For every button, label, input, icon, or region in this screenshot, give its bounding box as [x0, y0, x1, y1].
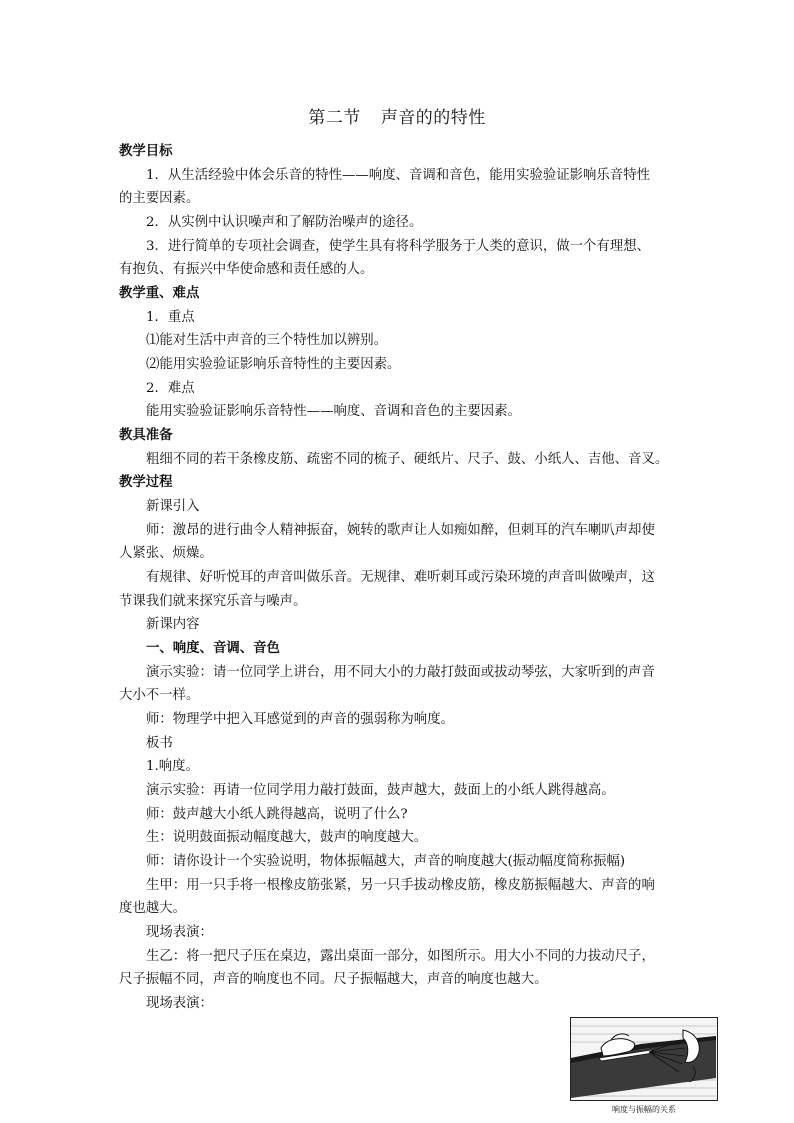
- paragraph-line: 师：物理学中把入耳感觉到的声音的强弱称为响度。: [146, 712, 454, 727]
- paragraph-line: 能用实验验证影响乐音特性——响度、音调和音色的主要因素。: [146, 404, 521, 419]
- paragraph-line: 的主要因素。: [119, 191, 200, 206]
- heading-materials: 教具准备: [119, 428, 173, 443]
- paragraph-line: 1.响度。: [146, 759, 199, 774]
- paragraph-line: 板书: [146, 736, 173, 751]
- paragraph-line: 新课内容: [146, 617, 200, 632]
- paragraph-line: 节课我们就来探究乐音与噪声。: [119, 594, 307, 609]
- paragraph-line: 人紧张、烦燥。: [119, 546, 213, 561]
- heading-key-points: 教学重、难点: [119, 286, 200, 301]
- paragraph-line: 尺子振幅不同，声音的响度也不同。尺子振幅越大，声音的响度也越大。: [119, 972, 548, 987]
- paragraph-line: 度也越大。: [119, 901, 186, 916]
- paragraph-line: ⑴能对生活中声音的三个特性加以辨别。: [146, 333, 388, 348]
- section-number: 第二节: [308, 108, 361, 128]
- paragraph-line: 生乙：将一把尺子压在桌边，露出桌面一部分，如图所示。用大小不同的力拔动尺子，: [146, 949, 655, 964]
- subheading-loudness-pitch-timbre: 一、响度、音调、音色: [146, 641, 280, 656]
- heading-process: 教学过程: [119, 475, 173, 490]
- paragraph-line: 演示实验：请一位同学上讲台，用不同大小的力敲打鼓面或拔动琴弦，大家听到的声音: [146, 665, 655, 680]
- ruler-vibration-illustration: [570, 1017, 718, 1101]
- ruler-on-table-drawing: [571, 1018, 716, 1099]
- heading-objectives: 教学目标: [119, 144, 173, 159]
- paragraph-line: 1．从生活经验中体会乐音的特性——响度、音调和音色，能用实验验证影响乐音特性: [146, 168, 650, 183]
- section-name: 声音的的特性: [380, 108, 486, 128]
- paragraph-line: 1．重点: [146, 310, 195, 325]
- paragraph-line: 演示实验：再请一位同学用力敲打鼓面，鼓声越大，鼓面上的小纸人跳得越高。: [146, 783, 615, 798]
- paragraph-line: 师：请你设计一个实验说明，物体振幅越大，声音的响度越大(振动幅度简称振幅): [146, 854, 626, 869]
- figure-caption: 响度与振幅的关系: [612, 1105, 676, 1114]
- paragraph-line: 生甲：用一只手将一根橡皮筋张紧，另一只手拔动橡皮筋，橡皮筋振幅越大、声音的响: [146, 878, 655, 893]
- paragraph-line: 粗细不同的若干条橡皮筋、疏密不同的梳子、硬纸片、尺子、鼓、小纸人、吉他、音叉。: [146, 452, 669, 467]
- paragraph-line: 师：鼓声越大小纸人跳得越高，说明了什么?: [146, 807, 408, 822]
- paragraph-line: 3．进行简单的专项社会调查，使学生具有将科学服务于人类的意识，做一个有理想、: [146, 239, 650, 254]
- paragraph-line: 大小不一样。: [119, 688, 200, 703]
- paragraph-line: 2．从实例中认识噪声和了解防治噪声的途径。: [146, 215, 423, 230]
- paragraph-line: 2．难点: [146, 381, 195, 396]
- paragraph-line: 有抱负、有振兴中华使命感和责任感的人。: [119, 262, 374, 277]
- paragraph-line: 生：说明鼓面振动幅度越大，鼓声的响度越大。: [146, 830, 428, 845]
- paragraph-line: ⑵能用实验验证影响乐音特性的主要因素。: [146, 357, 401, 372]
- paragraph-line: 新课引入: [146, 499, 200, 514]
- paragraph-line: 现场表演：: [146, 925, 213, 940]
- page-title: [0, 106, 794, 130]
- paragraph-line: 有规律、好听悦耳的声音叫做乐音。无规律、难听刺耳或污染环境的声音叫做噪声，这: [146, 570, 655, 585]
- paragraph-line: 师：激昂的进行曲令人精神振奋，婉转的歌声让人如痴如醉，但刺耳的汽车喇叭声却使: [146, 523, 655, 538]
- paragraph-line: 现场表演：: [146, 996, 213, 1011]
